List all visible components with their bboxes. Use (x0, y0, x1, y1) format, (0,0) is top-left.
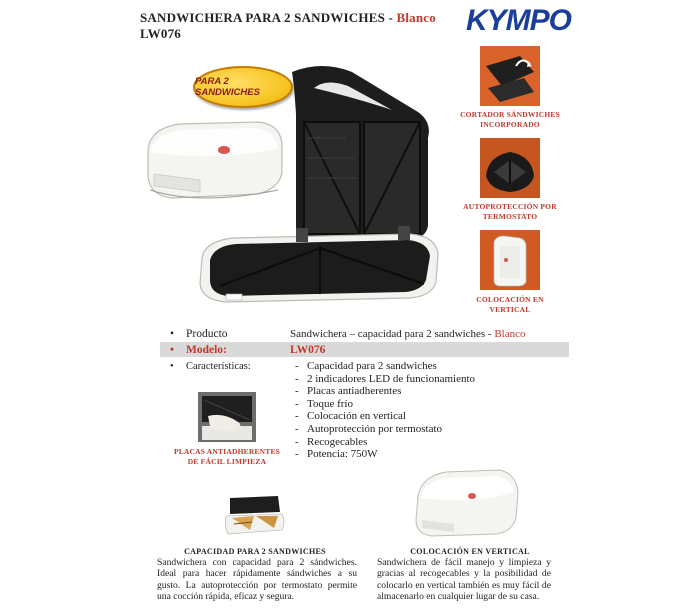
nonstick-plates-photo (198, 392, 256, 442)
cleaning-plates-icon (198, 392, 256, 442)
spec-value-modelo: LW076 (290, 344, 326, 356)
bottom-right-text: Sandwichera de fácil manejo y limpieza y gracias al recogecables y la posibilidad de colocarlo en vertical también es muy fácil de almacenarlo en cualquier lugar de su casa. (377, 557, 551, 603)
sandwiches-product-image (222, 492, 288, 538)
sandwich-plates-icon (480, 138, 540, 198)
vertical-storage-icon (480, 230, 540, 290)
feature-item: - Recogecables (293, 436, 475, 449)
spec-row-modelo (170, 343, 570, 357)
spec-value-producto-text: Sandwichera – capacidad para 2 sandwiches - (290, 328, 495, 340)
vertical-storage-photo (480, 230, 540, 290)
badge-text: PARA 2 SANDWICHES (195, 76, 260, 98)
spec-label-modelo: Modelo: (186, 344, 227, 356)
title-model-code: LW076 (140, 26, 181, 41)
title-main: SANDWICHERA PARA 2 SANDWICHES - (140, 10, 397, 25)
feature-list (293, 360, 475, 461)
side-caption-cutter: CORTADOR SÁNDWICHES INCORPORADO (460, 110, 560, 129)
bottom-left-text: Sandwichera con capacidad para 2 sándwiches. Ideal para hacer rápidamente sándwiches a su gusto. La autoprotección por termostato permite una cocción rápida, eficaz y segura. (157, 557, 357, 603)
feature-item: - Placas antiadherentes (293, 385, 475, 398)
bottom-right-caption: COLOCACIÓN EN VERTICAL (410, 547, 530, 556)
spec-row-producto (170, 327, 570, 341)
spec-value-producto (290, 327, 526, 341)
sandwich-plates-photo (480, 138, 540, 198)
open-sandwich-maker-image (196, 58, 446, 308)
feature-item: - Potencia: 750W (293, 448, 475, 461)
nonstick-caption: PLACAS ANTIADHERENTES DE FÁCIL LIMPIEZA (173, 447, 281, 466)
brand-logo: KYMPO (466, 4, 572, 37)
bullet-icon: • (170, 361, 174, 372)
bottom-left-caption: CAPACIDAD PARA 2 SANDWICHES (184, 547, 326, 556)
side-caption-thermostat: AUTOPROTECCIÓN POR TERMOSTATO (463, 202, 557, 221)
title-color: Blanco (396, 10, 436, 25)
product-title (140, 10, 436, 42)
feature-item: - Toque frío (293, 398, 475, 411)
bullet-icon: • (170, 344, 175, 356)
side-caption-vertical: COLOCACIÓN EN VERTICAL (476, 295, 544, 314)
spec-row-caracteristicas (170, 360, 290, 374)
feature-item: - 2 indicadores LED de funcionamiento (293, 373, 475, 386)
feature-item: - Capacidad para 2 sandwiches (293, 360, 475, 373)
sandwich-cutter-photo (480, 46, 540, 106)
closed-maker-vertical-image (410, 462, 522, 544)
feature-item: - Colocación en vertical (293, 410, 475, 423)
spec-label-producto: Producto (186, 328, 228, 340)
spec-value-producto-color: Blanco (494, 328, 526, 340)
feature-item: - Autoprotección por termostato (293, 423, 475, 436)
bullet-icon: • (170, 328, 175, 340)
sandwich-cutter-icon (480, 46, 540, 106)
spec-label-caracteristicas: Características: (186, 361, 251, 372)
